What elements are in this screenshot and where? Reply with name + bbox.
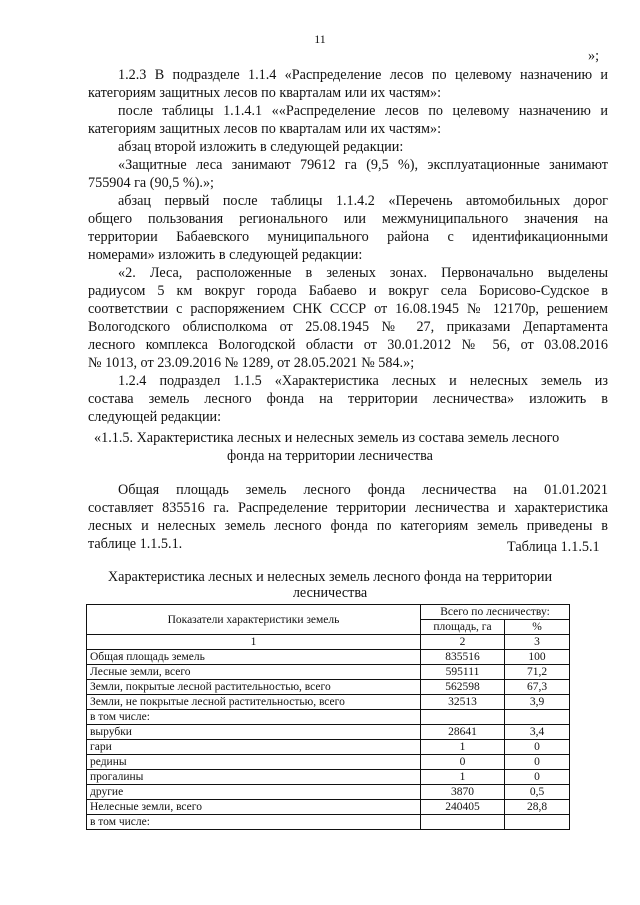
row-label: Общая площадь земель <box>87 650 421 665</box>
paragraph-line: общего пользования регионального или межмуниципального значения на <box>88 211 608 227</box>
table-row <box>87 680 570 695</box>
row-pct: 3,4 <box>505 725 570 740</box>
paragraph-line: Общая площадь земель лесного фонда лесничества на 01.01.2021 <box>118 482 608 498</box>
row-pct <box>505 710 570 725</box>
row-label: другие <box>87 785 421 800</box>
row-label: вырубки <box>87 725 421 740</box>
row-pct: 0 <box>505 770 570 785</box>
row-area: 835516 <box>421 650 505 665</box>
row-area: 562598 <box>421 680 505 695</box>
table-row <box>87 725 570 740</box>
table-row <box>87 785 570 800</box>
paragraph-line: соответствии с распоряжением СНК СССР от 16.08.1945 № 12170р, решением <box>88 301 608 317</box>
row-area: 32513 <box>421 695 505 710</box>
header-indicator: Показатели характеристики земель <box>87 605 421 635</box>
row-area <box>421 710 505 725</box>
column-number-row <box>87 635 570 650</box>
row-area: 240405 <box>421 800 505 815</box>
table-row <box>87 800 570 815</box>
row-pct: 100 <box>505 650 570 665</box>
row-pct: 0,5 <box>505 785 570 800</box>
row-pct: 71,2 <box>505 665 570 680</box>
row-area: 1 <box>421 740 505 755</box>
table-row <box>87 665 570 680</box>
row-area: 0 <box>421 755 505 770</box>
table-row <box>87 740 570 755</box>
row-area <box>421 815 505 830</box>
table-number: Таблица 1.1.5.1 <box>507 539 600 555</box>
table-title: Характеристика лесных и нелесных земель лесного фонда на территории <box>107 569 553 585</box>
column-number: 1 <box>87 635 421 650</box>
row-area: 3870 <box>421 785 505 800</box>
page-number: 11 <box>314 32 326 46</box>
paragraph-line: Вологодского облисполкома от 25.08.1945 № 27, приказами Департамента <box>88 319 608 335</box>
paragraph-line: категориям защитных лесов по кварталам или их частям»: <box>88 85 442 101</box>
row-label: в том числе: <box>87 815 421 830</box>
paragraph-line: «Защитные леса занимают 79612 га (9,5 %), эксплуатационные занимают <box>118 157 608 173</box>
paragraph-line: категориям защитных лесов по кварталам или их частям»: <box>88 121 442 137</box>
header-pct: % <box>505 620 570 635</box>
paragraph-line: радиусом 5 км вокруг города Бабаево и вокруг села Борисово-Судское в <box>88 283 608 299</box>
row-pct: 0 <box>505 755 570 770</box>
row-label: гари <box>87 740 421 755</box>
paragraph-line: таблице 1.1.5.1. <box>88 536 183 552</box>
column-number: 3 <box>505 635 570 650</box>
row-area: 595111 <box>421 665 505 680</box>
paragraph-line: 755904 га (90,5 %).»; <box>88 175 214 191</box>
land-characteristics-table <box>86 604 570 830</box>
paragraph-line: «2. Леса, расположенные в зеленых зонах. Первоначально выделены <box>118 265 608 281</box>
table-row <box>87 815 570 830</box>
paragraph-line: территории Бабаевского муниципального района с идентификационными <box>88 229 608 245</box>
paragraph-line: после таблицы 1.1.4.1 ««Распределение лесов по целевому назначению и <box>118 103 608 119</box>
row-pct: 67,3 <box>505 680 570 695</box>
row-area: 1 <box>421 770 505 785</box>
table-row <box>87 710 570 725</box>
paragraph-line: состава земель лесного фонда на территории лесничества» изложить в <box>88 391 608 407</box>
row-area: 28641 <box>421 725 505 740</box>
paragraph-line: номерами» изложить в следующей редакции: <box>88 247 363 263</box>
paragraph-line: следующей редакции: <box>88 409 222 425</box>
paragraph-line: составляет 835516 га. Распределение территории лесничества и характеристика <box>88 500 608 516</box>
row-pct: 3,9 <box>505 695 570 710</box>
row-label: в том числе: <box>87 710 421 725</box>
paragraph-line: лесного комплекса Вологодской области от 30.01.2012 № 56, от 03.08.2016 <box>88 337 608 353</box>
row-pct: 0 <box>505 740 570 755</box>
column-number: 2 <box>421 635 505 650</box>
paragraph-line: № 1013, от 23.09.2016 № 1289, от 28.05.2021 № 584.»; <box>88 355 415 371</box>
row-label: Нелесные земли, всего <box>87 800 421 815</box>
section-heading: «1.1.5. Характеристика лесных и нелесных земель из состава земель лесного <box>94 430 560 446</box>
section-heading: фонда на территории лесничества <box>227 448 433 464</box>
row-label: редины <box>87 755 421 770</box>
paragraph-line: абзац второй изложить в следующей редакции: <box>118 139 404 155</box>
row-label: Лесные земли, всего <box>87 665 421 680</box>
row-label: Земли, не покрытые лесной растительностью, всего <box>87 695 421 710</box>
table-row <box>87 650 570 665</box>
table-row <box>87 770 570 785</box>
paragraph-line: лесных и нелесных земель лесного фонда по категориям земель приведены в <box>88 518 608 534</box>
table-row <box>87 755 570 770</box>
closing-quote: »; <box>588 48 600 64</box>
row-label: прогалины <box>87 770 421 785</box>
header-area: площадь, га <box>421 620 505 635</box>
row-pct <box>505 815 570 830</box>
paragraph-line: абзац первый после таблицы 1.1.4.2 «Перечень автомобильных дорог <box>118 193 608 209</box>
header-total: Всего по лесничеству: <box>421 605 570 620</box>
table-row <box>87 695 570 710</box>
row-pct: 28,8 <box>505 800 570 815</box>
paragraph-line: 1.2.4 подраздел 1.1.5 «Характеристика лесных и нелесных земель из <box>118 373 608 389</box>
table-header-row <box>87 605 570 620</box>
row-label: Земли, покрытые лесной растительностью, всего <box>87 680 421 695</box>
paragraph-line: 1.2.3 В подразделе 1.1.4 «Распределение лесов по целевому назначению и <box>118 67 608 83</box>
table-title: лесничества <box>292 585 368 601</box>
